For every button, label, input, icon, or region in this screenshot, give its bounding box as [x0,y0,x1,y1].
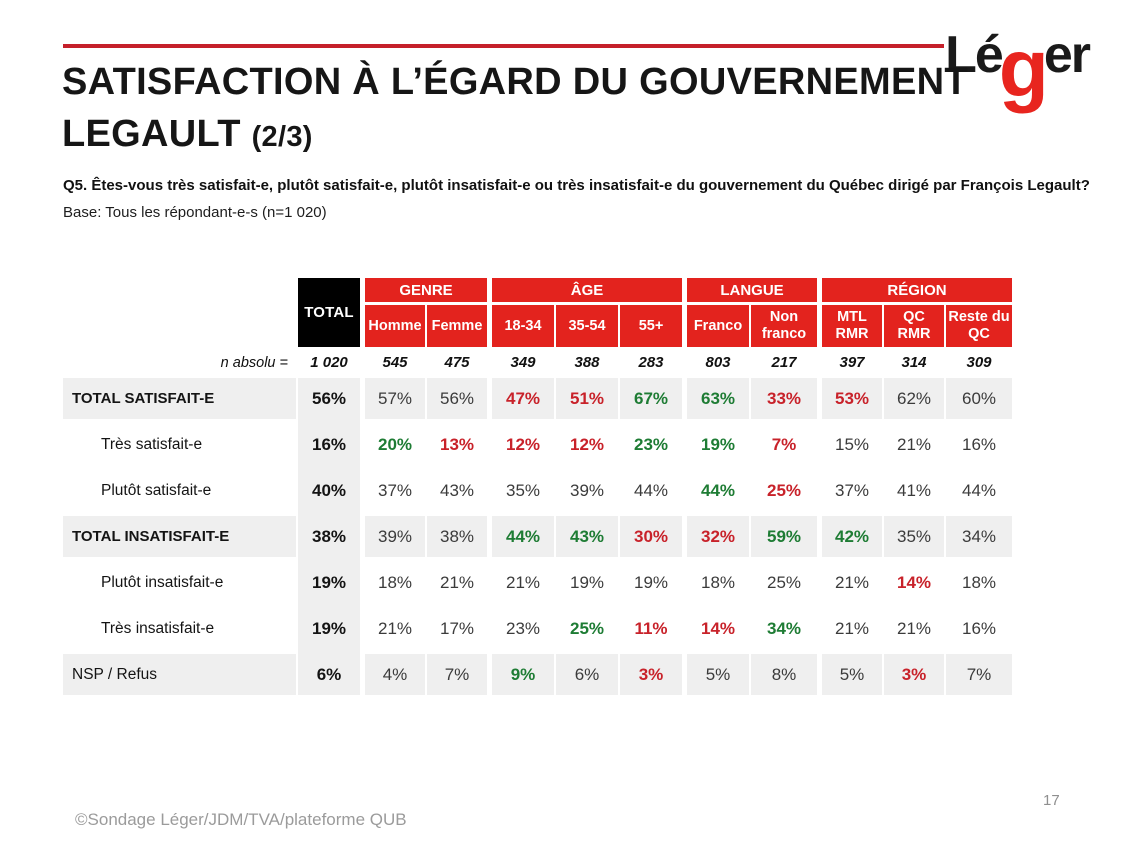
value-cell: 37% [834,481,870,500]
row-label: TOTAL INSATISFAIT-E [63,516,296,557]
value-cell: 56% [427,378,487,419]
value-cell: 19% [311,573,347,592]
value-cell: 14% [700,619,736,638]
value-cell: 16% [961,619,997,638]
value-cell: 3% [620,654,682,695]
value-cell: 57% [365,378,425,419]
value-cell: 39% [365,516,425,557]
n-absolu-value: 803 [705,354,731,371]
value-cell: 44% [492,516,554,557]
value-cell: 53% [822,378,882,419]
value-cell: 4% [365,654,425,695]
value-cell: 38% [298,516,360,557]
value-cell: 35% [884,516,944,557]
value-cell: 41% [896,481,932,500]
page-title-suffix: (2/3) [251,121,313,154]
value-cell: 19% [700,435,736,454]
group-header: ÂGE [492,278,682,302]
value-cell: 13% [439,435,475,454]
value-cell: 25% [766,573,802,592]
value-cell: 67% [620,378,682,419]
value-cell: 19% [311,619,347,638]
value-cell: 21% [505,573,541,592]
value-cell: 7% [946,654,1012,695]
value-cell: 43% [439,481,475,500]
n-absolu-value: 349 [510,354,536,371]
value-cell: 5% [687,654,749,695]
value-cell: 7% [771,435,797,454]
value-cell: 11% [634,619,668,638]
value-cell: 44% [633,481,669,500]
value-cell: 40% [311,481,347,500]
value-cell: 20% [377,435,413,454]
n-absolu-value: 217 [771,354,797,371]
column-header: Reste du QC [946,305,1012,347]
value-cell: 6% [556,654,618,695]
value-cell: 63% [687,378,749,419]
value-cell: 62% [884,378,944,419]
value-cell: 23% [633,435,669,454]
value-cell: 37% [377,481,413,500]
results-table [63,278,1012,696]
group-header: LANGUE [687,278,817,302]
value-cell: 21% [439,573,475,592]
value-cell: 34% [766,619,802,638]
value-cell: 25% [766,481,802,500]
value-cell: 14% [896,573,932,592]
value-cell: 16% [311,435,347,454]
n-absolu-value: 397 [839,354,865,371]
row-label: Très satisfait-e [101,436,203,453]
n-absolu-value: 309 [966,354,992,371]
value-cell: 21% [896,619,932,638]
row-label: Plutôt satisfait-e [101,482,212,499]
value-cell: 21% [834,619,870,638]
value-cell: 17% [439,619,475,638]
value-cell: 18% [961,573,997,592]
n-absolu-value: 1 020 [310,354,348,371]
column-header: Franco [687,305,749,347]
total-column-header: TOTAL [298,278,360,347]
group-header: GENRE [365,278,487,302]
page-title [62,56,968,161]
column-header: Femme [427,305,487,347]
value-cell: 5% [822,654,882,695]
column-header: 18-34 [492,305,554,347]
n-absolu-value: 283 [638,354,664,371]
footer-source: ©Sondage Léger/JDM/TVA/plateforme QUB [75,810,407,829]
column-header: QC RMR [884,305,944,347]
logo-red-g: g [998,23,1047,114]
n-absolu-value: 475 [444,354,470,371]
value-cell: 34% [946,516,1012,557]
value-cell: 8% [751,654,817,695]
value-cell: 12% [505,435,541,454]
n-absolu-value: 314 [901,354,927,371]
n-absolu-value: 388 [574,354,600,371]
survey-question: Q5. Êtes-vous très satisfait-e, plutôt satisfait-e, plutôt insatisfait-e ou très insatisfait-e du gouvernement du Québec dirigé par François Legault? [63,177,1090,194]
value-cell: 12% [569,435,605,454]
row-label: NSP / Refus [63,654,296,695]
column-header: Homme [365,305,425,347]
page-title-line1: SATISFACTION À L’ÉGARD DU GOUVERNEMENT [62,61,968,103]
value-cell: 43% [556,516,618,557]
value-cell: 21% [377,619,413,638]
value-cell: 18% [700,573,736,592]
logo-text-right: er [1043,26,1089,84]
value-cell: 60% [946,378,1012,419]
n-absolu-label: n absolu = [220,355,288,371]
value-cell: 33% [751,378,817,419]
column-header: 35-54 [556,305,618,347]
survey-base: Base: Tous les répondant-e-s (n=1 020) [63,204,327,221]
value-cell: 56% [298,378,360,419]
value-cell: 7% [427,654,487,695]
value-cell: 30% [620,516,682,557]
value-cell: 19% [633,573,669,592]
column-header: 55+ [620,305,682,347]
value-cell: 18% [377,573,413,592]
value-cell: 32% [687,516,749,557]
row-label: Très insatisfait-e [101,620,215,637]
value-cell: 38% [427,516,487,557]
n-absolu-value: 545 [382,354,408,371]
value-cell: 9% [492,654,554,695]
value-cell: 44% [700,481,736,500]
value-cell: 21% [834,573,870,592]
page-title-line2: LEGAULT [62,113,241,156]
value-cell: 39% [569,481,605,500]
row-label: Plutôt insatisfait-e [101,574,224,591]
row-label: TOTAL SATISFAIT-E [63,378,296,419]
value-cell: 47% [492,378,554,419]
page-number: 17 [1043,792,1060,809]
value-cell: 19% [569,573,605,592]
value-cell: 51% [556,378,618,419]
value-cell: 16% [961,435,997,454]
column-header: MTL RMR [822,305,882,347]
column-header: Non franco [751,305,817,347]
value-cell: 59% [751,516,817,557]
value-cell: 23% [505,619,541,638]
value-cell: 15% [834,435,870,454]
value-cell: 35% [505,481,541,500]
value-cell: 25% [569,619,605,638]
value-cell: 3% [884,654,944,695]
value-cell: 6% [298,654,360,695]
value-cell: 21% [896,435,932,454]
value-cell: 44% [961,481,997,500]
logo-text-left: Lé [945,26,1002,84]
group-header: RÉGION [822,278,1012,302]
title-rule [63,44,944,48]
value-cell: 42% [822,516,882,557]
